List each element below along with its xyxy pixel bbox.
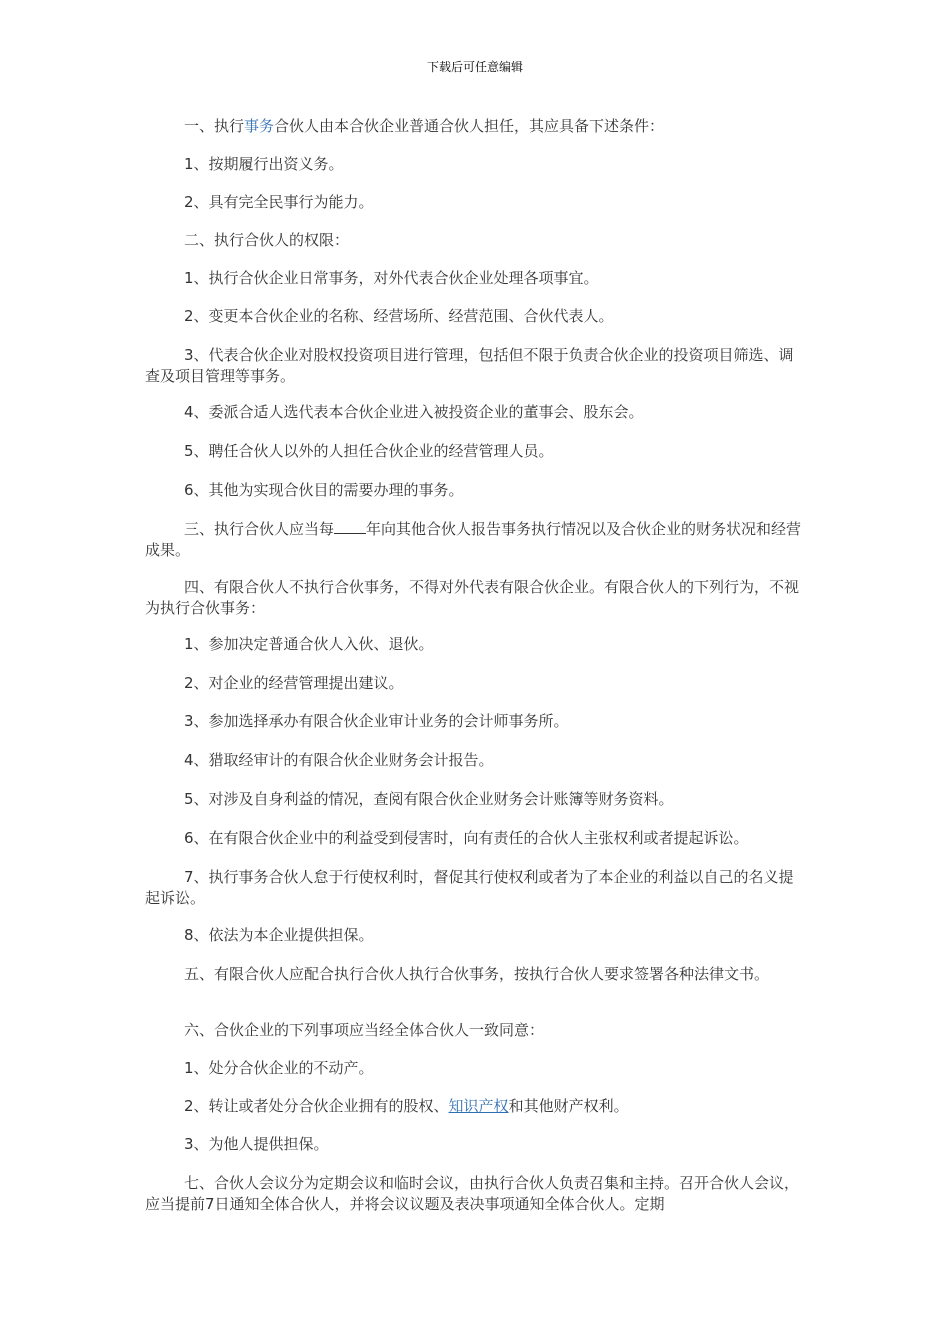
paragraph-19: 7、执行事务合伙人怠于行使权利时，督促其行使权利或者为了本企业的利益以自己的名义提起诉讼。 — [145, 868, 794, 907]
link-zhishichanquan[interactable]: 知识产权 — [448, 1097, 509, 1115]
paragraph-11: 三、执行合伙人应当每 年向其他合伙人报告事务执行情况以及合伙企业的财务状况和经营成果。 — [145, 520, 802, 559]
link-shiwu[interactable]: 事务 — [244, 117, 275, 135]
paragraph-23: 1、处分合伙企业的不动产。 — [184, 1059, 374, 1077]
paragraph-18: 6、在有限合伙企业中的利益受到侵害时，向有责任的合伙人主张权利或者提起诉讼。 — [184, 829, 749, 847]
paragraph-15: 3、参加选择承办有限合伙企业审计业务的会计师事务所。 — [184, 712, 569, 730]
paragraph-25: 3、为他人提供担保。 — [184, 1135, 329, 1153]
paragraph-26: 七、合伙人会议分为定期会议和临时会议，由执行合伙人负责召集和主持。召开合伙人会议，应当提前7日通知全体合伙人，并将会议议题及表决事项通知全体合伙人。定期 — [145, 1174, 800, 1213]
paragraph-1: 一、执行事务合伙人由本合伙企业普通合伙人担任，其应具备下述条件： — [184, 117, 665, 135]
blank-fill-line — [334, 519, 366, 534]
paragraph-22: 六、合伙企业的下列事项应当经全体合伙人一致同意： — [184, 1021, 545, 1039]
paragraph-6: 2、变更本合伙企业的名称、经营场所、经营范围、合伙代表人。 — [184, 307, 614, 325]
paragraph-13: 1、参加决定普通合伙人入伙、退伙。 — [184, 635, 434, 653]
paragraph-14: 2、对企业的经营管理提出建议。 — [184, 674, 404, 692]
paragraph-17: 5、对涉及自身利益的情况，查阅有限合伙企业财务会计账簿等财务资料。 — [184, 790, 674, 808]
paragraph-3: 2、具有完全民事行为能力。 — [184, 193, 374, 211]
paragraph-5: 1、执行合伙企业日常事务，对外代表合伙企业处理各项事宜。 — [184, 269, 599, 287]
paragraph-12: 四、有限合伙人不执行合伙事务，不得对外代表有限合伙企业。有限合伙人的下列行为，不视为执行合伙事务： — [145, 578, 800, 617]
paragraph-20: 8、依法为本企业提供担保。 — [184, 926, 374, 944]
paragraph-21: 五、有限合伙人应配合执行合伙人执行合伙事务，按执行合伙人要求签署各种法律文书。 — [184, 965, 770, 983]
paragraph-9: 5、聘任合伙人以外的人担任合伙企业的经营管理人员。 — [184, 442, 554, 460]
paragraph-10: 6、其他为实现合伙目的需要办理的事务。 — [184, 481, 464, 499]
paragraph-7: 3、代表合伙企业对股权投资项目进行管理，包括但不限于负责合伙企业的投资项目筛选、调查及项目管理等事务。 — [145, 346, 794, 385]
paragraph-4: 二、执行合伙人的权限： — [184, 231, 350, 249]
paragraph-8: 4、委派合适人选代表本合伙企业进入被投资企业的董事会、股东会。 — [184, 403, 644, 421]
paragraph-24: 2、转让或者处分合伙企业拥有的股权、知识产权和其他财产权利。 — [184, 1097, 629, 1115]
page-header: 下载后可任意编辑 — [426, 60, 523, 74]
paragraph-2: 1、按期履行出资义务。 — [184, 155, 344, 173]
paragraph-16: 4、猎取经审计的有限合伙企业财务会计报告。 — [184, 751, 494, 769]
